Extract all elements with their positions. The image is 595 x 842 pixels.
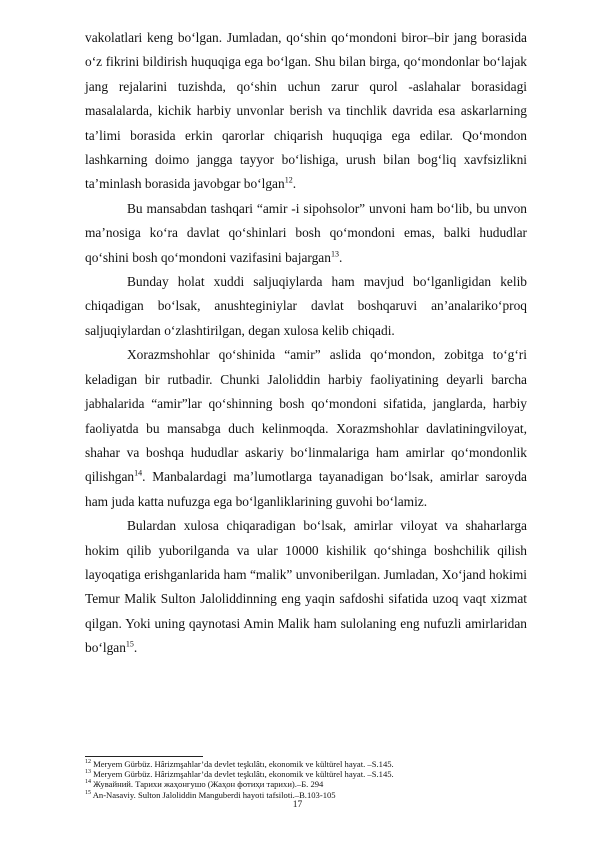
footnote-number: 15 (85, 789, 91, 796)
paragraph-3 (85, 270, 527, 343)
footnote-15 (85, 790, 527, 800)
footnote-text: An-Nasaviy. Sulton Jaloliddin Manguberdi hayoti tafsiloti.–B.103-105 (92, 789, 336, 800)
footnote-number: 13 (85, 769, 91, 776)
paragraph-4 (85, 343, 527, 514)
paragraph-tail: . (338, 249, 343, 265)
footnote-ref-15[interactable]: 15 (125, 639, 134, 649)
footnote-text: Meryem Gürbüz. Hârizmşahlar’da devlet teşkılâtı, ekonomik ve kültürel hayat. –S.145. (93, 769, 394, 780)
paragraph-text: Bulardan xulosa chiqaradigan bo‘lsak, amirlar viloyat va shaharlarga hokim qilib yuborilganda va ular 10000 kishilik qo‘shinga boshchilik qilish layoqatiga erishganlarida ham “malik” unvoniberilgan. Jumladan, Xo‘jand hokimi Temur Malik Sulton Jaloliddinning eng yaqin safdoshi sifatida uzoq vaqt xizmat qilgan. Yoki uning qaynotasi Amin Malik ham sulolaning eng nufuzli amirlaridan bo‘lgan (85, 518, 527, 656)
paragraph-text: Bunday holat xuddi saljuqiylarda ham mavjud bo‘lganligidan kelib chiqadigan bo‘lsak, anushteginiylar davlat boshqaruvi an’analariko‘proq saljuqiylardan o‘zlashtirilgan, degan xulosa kelib chiqadi. (85, 274, 527, 338)
footnote-12 (85, 759, 527, 769)
footnote-text: Meryem Gürbüz. Hârizmşahlar’da devlet teşkılâtı, ekonomik ve kültürel hayat. –S.145. (93, 759, 394, 769)
footnote-number: 12 (85, 759, 91, 766)
paragraph-1 (85, 26, 527, 197)
footnote-13 (85, 769, 527, 779)
footnote-text: Жувайний. Тарихи жаҳонгушо (Жаҳон фотиҳи тарихи).–Б. 294 (93, 779, 324, 790)
paragraph-tail: . (133, 640, 138, 656)
page-number: 17 (292, 800, 303, 810)
footnote-ref-13[interactable]: 13 (330, 249, 339, 259)
paragraph-tail: . (292, 176, 297, 192)
footnote-ref-12[interactable]: 12 (284, 175, 293, 185)
paragraph-text: vakolatlari keng bo‘lgan. Jumladan, qo‘shin qo‘mondoni biror–bir jang borasida o‘z fikrini bildirish huquqiga ega bo‘lgan. Shu bilan birga, qo‘mondonlar bo‘lajak jang rejalarini tuzishda, qo‘shin uchun zarur qurol -aslahalar borasidagi masalalarda, kichik harbiy unvonlar berish va tinchlik davrida esa askarlarning ta’limi borasida erkin qarorlar chiqarish huquqiga ega edilar. Qo‘mondon lashkarning doimo jangga tayyor bo‘lishiga, urush bilan bog‘liq xavfsizlikni ta’minlash borasida javobgar bo‘lgan (85, 30, 527, 192)
footnote-ref-14[interactable]: 14 (134, 468, 143, 478)
footnote-14 (85, 779, 527, 789)
paragraph-tail: . Manbalardagi ma’lumotlarga tayanadigan bo‘lsak, amirlar saroyda ham juda katta nufuzga ega bo‘lganliklarining guvohi bo‘lamiz. (85, 469, 527, 509)
footnote-separator (85, 756, 203, 757)
body-text (85, 26, 527, 661)
paragraph-text: Xorazmshohlar qo‘shinida “amir” aslida qo‘mondon, zobitga to‘g‘ri keladigan bir rutbadir. Chunki Jaloliddin harbiy faoliyatining deyarli barcha jabhalarida “amir”lar qo‘shinning bosh qo‘mondoni sifatida, janglarda, harbiy faoliyatda bu mansabga duch kelinmoqda. Xorazmshohlar davlatiningviloyat, shahar va boshqa hududlar askariy bo‘linmalariga ham amirlar qo‘mondonlik qilishgan (85, 347, 527, 485)
footnotes (85, 759, 527, 800)
paragraph-2 (85, 197, 527, 270)
paragraph-5 (85, 514, 527, 660)
paragraph-text: Bu mansabdan tashqari “amir -i sipohsolor” unvoni ham bo‘lib, bu unvon ma’nosiga ko‘ra davlat qo‘shinlari bosh qo‘mondoni emas, balki hududlar qo‘shini bosh qo‘mondoni vazifasini bajargan (85, 200, 527, 265)
footnote-number: 14 (85, 779, 91, 786)
